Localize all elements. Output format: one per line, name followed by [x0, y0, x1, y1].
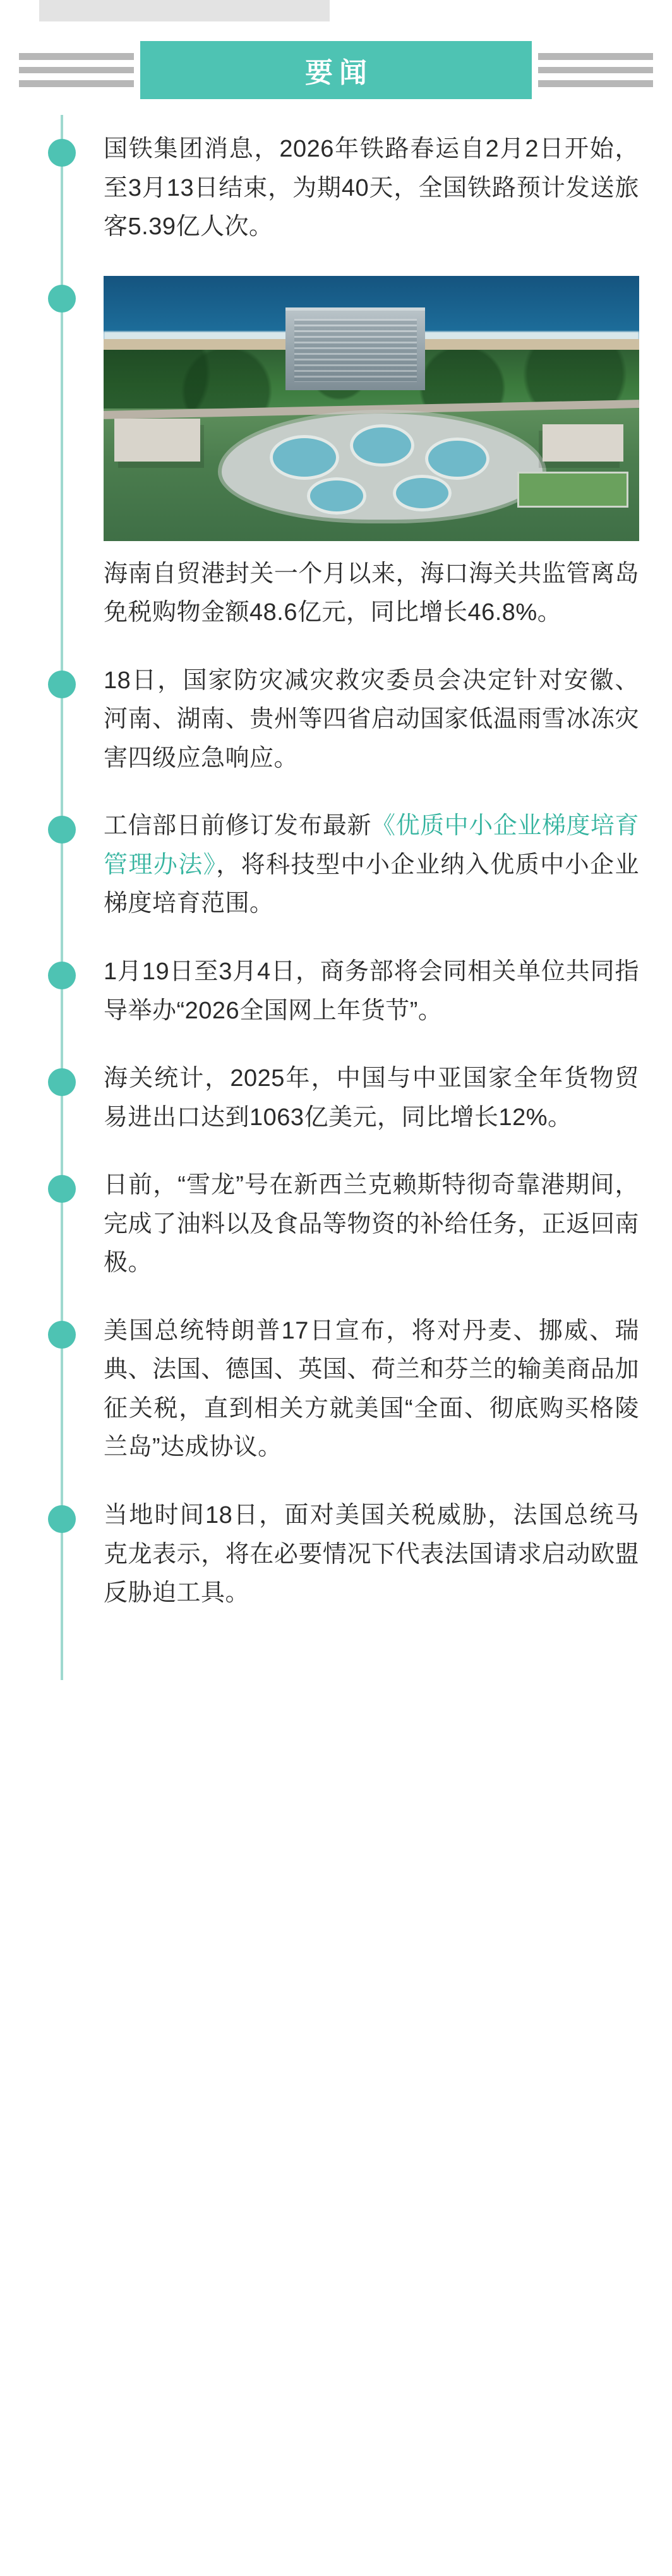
- sports-field: [517, 472, 628, 507]
- news-item: [0, 1496, 672, 1613]
- news-text-suffix: ，将科技型中小企业纳入优质中小企业梯度培育范围。: [104, 851, 639, 917]
- news-item-text: 海关统计，2025年，中国与中亚国家全年货物贸易进出口达到1063亿美元，同比增长12%。: [104, 1065, 639, 1131]
- news-item: [0, 1312, 672, 1467]
- news-item: [0, 807, 672, 924]
- news-text-highlight: 《优质中小企业梯度培育管理办法》: [104, 813, 639, 878]
- news-item: [0, 130, 672, 247]
- news-item: [0, 276, 672, 633]
- top-grey-block: [39, 0, 330, 21]
- news-timeline: [0, 107, 672, 1680]
- news-item-text: 国铁集团消息，2026年铁路春运自2月2日开始，至3月13日结束，为期40天，全国铁路预计发送旅客5.39亿人次。: [104, 136, 639, 241]
- page-title: 要闻: [305, 57, 373, 88]
- news-item: [0, 1166, 672, 1283]
- news-item-photo: [104, 276, 639, 541]
- news-text-prefix: 工信部日前修订发布最新: [104, 813, 372, 840]
- stripe: [538, 53, 653, 60]
- news-item-text: 1月19日至3月4日，商务部将会同相关单位共同指导举办“2026全国网上年货节”。: [104, 958, 639, 1024]
- stripe: [538, 67, 653, 73]
- news-item: [0, 662, 672, 778]
- timeline-dot-icon: [48, 962, 76, 989]
- top-strip: [0, 0, 672, 33]
- banner-stripes-right: [538, 41, 653, 99]
- news-item-text: 美国总统特朗普17日宣布，将对丹麦、挪威、瑞典、法国、德国、英国、荷兰和芬兰的输美商品加征关税，直到相关方就美国“全面、彻底购买格陵兰岛”达成协议。: [104, 1317, 639, 1461]
- news-item-text: 当地时间18日，面对美国关税威胁，法国总统马克龙表示，将在必要情况下代表法国请求启动欧盟反胁迫工具。: [104, 1502, 639, 1607]
- news-item: [0, 953, 672, 1030]
- stripe: [19, 53, 134, 60]
- timeline-dot-icon: [48, 1505, 76, 1533]
- hainan-free-trade-port-aerial-photo: [104, 276, 639, 541]
- banner-title-box: [140, 41, 532, 99]
- news-item-text: [104, 807, 639, 924]
- timeline-dot-icon: [48, 1175, 76, 1203]
- news-item-text: 日前，“雪龙”号在新西兰克赖斯特彻奇靠港期间，完成了油料以及食品等物资的补给任务，正返回南极。: [104, 1172, 639, 1277]
- timeline-dot-icon: [48, 1068, 76, 1096]
- banner-stripes-left: [19, 41, 134, 99]
- stripe: [19, 80, 134, 87]
- timeline-dot-icon: [48, 285, 76, 313]
- section-banner: [0, 33, 672, 107]
- right-building-block: [543, 424, 623, 462]
- news-item-text: 海南自贸港封关一个月以来，海口海关共监管离岛免税购物金额48.6亿元，同比增长46.8%。: [104, 560, 639, 626]
- stripe: [538, 80, 653, 87]
- timeline-dot-icon: [48, 816, 76, 844]
- news-item: [0, 1059, 672, 1137]
- timeline-dot-icon: [48, 1321, 76, 1349]
- news-item-text: 18日，国家防灾减灾救灾委员会决定针对安徽、河南、湖南、贵州等四省启动国家低温雨雪冰冻灾害四级应急响应。: [104, 667, 639, 772]
- timeline-dot-icon: [48, 139, 76, 167]
- left-building-block: [114, 419, 200, 461]
- tower-building: [285, 307, 424, 390]
- stripe: [19, 67, 134, 73]
- timeline-dot-icon: [48, 671, 76, 698]
